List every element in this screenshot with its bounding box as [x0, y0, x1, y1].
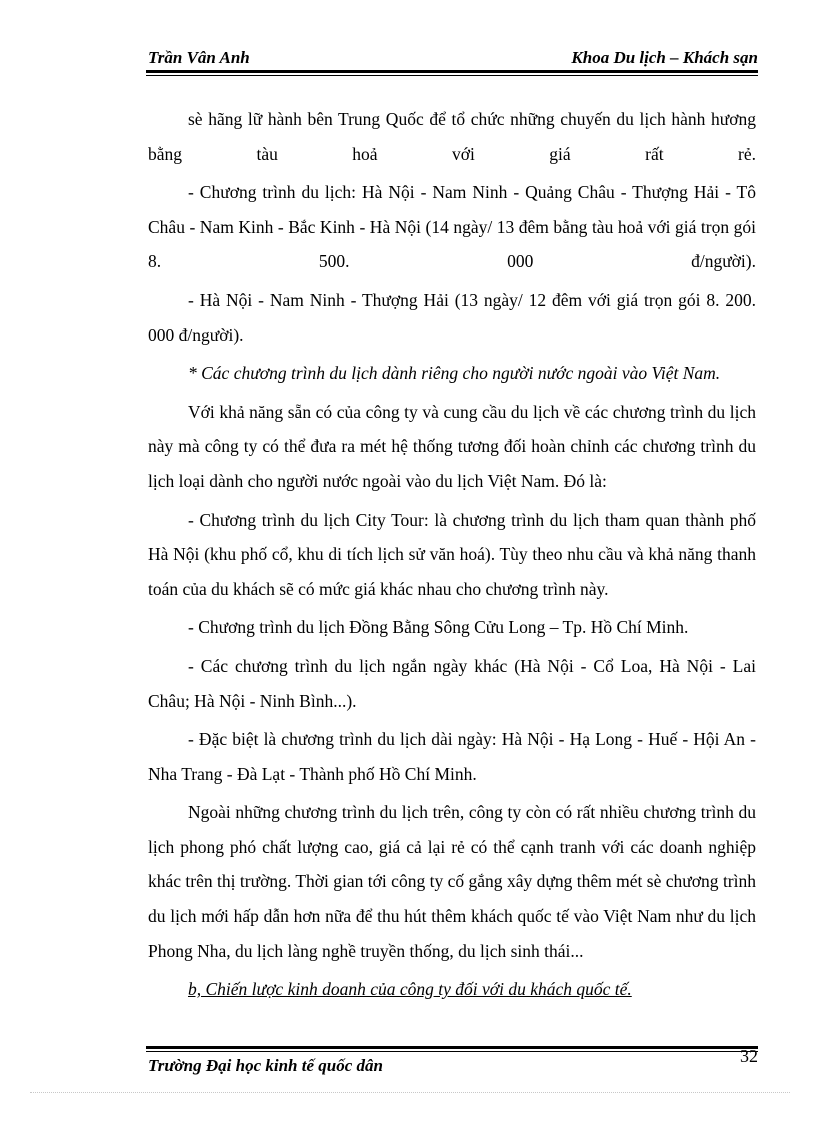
paragraph-10: Ngoài những chương trình du lịch trên, công ty còn có rất nhiều chương trình du lịch phong phó chất lượng cao, giá cả lại rẻ có thể cạnh tranh với các doanh nghiệp khác trên thị trường. Thời gian tới công ty cố gắng xây dựng thêm mét sè chương trình du lịch mới hấp dẫn hơn nữa để thu hút thêm khách quốc tế vào Việt Nam như du lịch Phong Nha, du lịch làng nghề truyền thống, du lịch sinh thái...	[148, 802, 756, 961]
page-break-line	[30, 1092, 790, 1093]
header-rule-thin	[146, 75, 758, 76]
paragraph-8: - Các chương trình du lịch ngắn ngày khác (Hà Nội - Cổ Loa, Hà Nội - Lai Châu; Hà Nội - Ninh Bình...).	[148, 655, 756, 711]
paragraph-9: - Đặc biệt là chương trình du lịch dài ngày: Hà Nội - Hạ Long - Huế - Hội An - Nha Trang - Đà Lạt - Thành phố Hồ Chí Minh.	[148, 729, 756, 784]
header-department: Khoa Du lịch – Khách sạn	[571, 48, 758, 67]
footer-institution: Trường Đại học kinh tế quốc dân	[148, 1056, 383, 1075]
page-number: 32	[740, 1046, 758, 1066]
paragraph-7: - Chương trình du lịch Đồng Bằng Sông Cửu Long – Tp. Hồ Chí Minh.	[188, 617, 689, 638]
paragraph-6: - Chương trình du lịch City Tour: là chương trình du lịch tham quan thành phố Hà Nội (khu phố cổ, khu di tích lịch sử văn hoá). Tùy theo nhu cầu và khả năng thanh toán của du khách sẽ có mức giá khác nhau cho chương trình này.	[148, 509, 756, 599]
paragraph-4-heading: * Các chương trình du lịch dành riêng cho người nước ngoài vào Việt Nam.	[188, 363, 721, 384]
header-author: Trần Vân Anh	[148, 48, 250, 67]
paragraph-3: - Hà Nội - Nam Ninh - Thượng Hải (13 ngày/ 12 đêm với giá trọn gói 8. 200. 000 đ/người).	[148, 289, 756, 345]
paragraph-5: Với khả năng sẵn có của công ty và cung cầu du lịch về các chương trình du lịch này mà công ty có thể đưa ra mét hệ thống tương đối hoàn chỉnh các chương trình du lịch loại dành cho người nước ngoài vào du lịch Việt Nam. Đó là:	[148, 401, 756, 491]
page-body	[148, 102, 756, 1007]
footer-rule-thick	[146, 1046, 758, 1049]
paragraph-1: sè hãng lữ hành bên Trung Quốc để tổ chức những chuyến du lịch hành hương bằng tàu hoả với giá rất rẻ.	[148, 109, 756, 164]
footer-rule-thin	[146, 1051, 758, 1052]
section-heading: b, Chiến lược kinh doanh của công ty đối với du khách quốc tế.	[188, 979, 632, 1000]
header-rule-thick	[146, 70, 758, 73]
paragraph-2: - Chương trình du lịch: Hà Nội - Nam Ninh - Quảng Châu - Thượng Hải - Tô Châu - Nam Kinh - Bắc Kinh - Hà Nội (14 ngày/ 13 đêm bằng tàu hoả với giá trọn gói 8. 500. 000 đ/người).	[148, 182, 756, 272]
